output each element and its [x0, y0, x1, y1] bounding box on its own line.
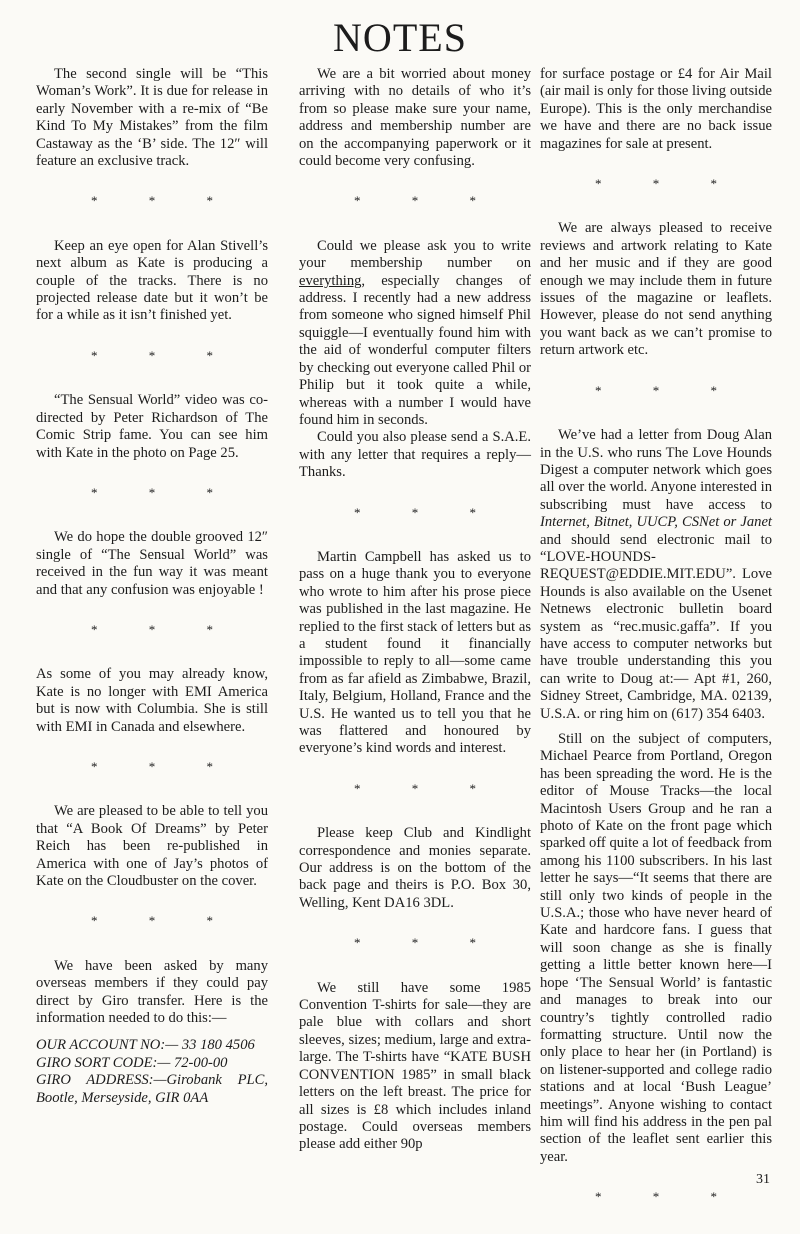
note-tshirts: We still have some 1985 Convention T-shirts for sale—they are pale blue with collars and short sleeves, sizes; medium, large and extra-large. The T-shirts have “KATE BUSH CONVENTION 1985” in small black letters on the left breast. The price for all sizes is £8 which includes inland postage. Could overseas members please add either 90p [299, 979, 531, 1153]
section-separator: * * * [91, 913, 237, 929]
giro-address: GIRO ADDRESS:—Girobank PLC, Bootle, Merseyside, GIR 0AA [36, 1072, 268, 1106]
section-separator: * * * [91, 484, 237, 500]
page-title: NOTES [333, 15, 467, 60]
section-separator: * * * [595, 1189, 741, 1205]
note-book-of-dreams: We are pleased to be able to tell you that “A Book Of Dreams” by Peter Reich has been re-published in America with one of Jay’s photos of Kate on the Cloudbuster on the cover. [36, 803, 268, 889]
note-love-hounds: We’ve had a letter from Doug Alan in the U.S. who runs The Love Hounds Digest a computer network which goes all over the world. Anyone interested in subscribing must have access to Internet, Bitnet, UUCP, CSNet or Janet and should send electronic mail to “LOVE-HOUNDS-REQUEST@EDDIE.MIT.EDU”. Love Hounds is also available on the Usenet Netnews electronic bulletin board system as “rec.music.gaffa”. If you have access to computer networks but have trouble understanding this you can write to Doug at:— Apt #1, 260, Sidney Street, Cambridge, MA. 02139, U.S.A. or ring him on (617) 354 6403. [540, 427, 772, 722]
section-separator: * * * [354, 935, 500, 951]
network-names: Internet, Bitnet, UUCP, CSNet or Janet [540, 514, 772, 531]
section-separator: * * * [91, 621, 237, 637]
note-video: “The Sensual World” video was co-directed by Peter Richardson of The Comic Strip fame. You can see him with Kate in the photo on Page 25. [36, 392, 268, 461]
note-tshirts-continued: for surface postage or £4 for Air Mail (air mail is only for those living outside Europe). This is the only merchandise we have and there are no back issue magazines for sale at present. [540, 66, 772, 152]
note-sae: Could you also please send a S.A.E. with any letter that requires a reply—Thanks. [299, 429, 531, 481]
page-number: 31 [756, 1172, 770, 1187]
note-kindlight: Please keep Club and Kindlight correspondence and monies separate. Our address is on the bottom of the back page and theirs is P.O. Box 30, Welling, Kent DA16 3DL. [299, 825, 531, 911]
giro-account-number: OUR ACCOUNT NO:— 33 180 4506 [36, 1037, 255, 1054]
note-michael-pearce: Still on the subject of computers, Michael Pearce from Portland, Oregon has been spreading the word. He is the editor of Mouse Tracks—the local Macintosh Users Group and he ran a photo of Kate on the front page which sparked off quite a lot of feedback from among his 1100 subscribers. In his last letter he says—“It seems that there are still only two kinds of people in the U.S.A.; those who have never heard of Kate and hardcore fans. I guess that will soon change as she is finally getting a little better known here—I hope ‘The Sensual World’ is fantastic and manages to break into our country’s tightly controlled radio formatting structure. Until now the only place to hear her (in Portland) is on listener-supported and college radio stations and at local ‘Bush League’ meetings”. Anyone wishing to contact him will find his address in the pen pal section of the leaflet sent earlier this year. [540, 731, 772, 1165]
column-1 [36, 66, 268, 1107]
note-giro: We have been asked by many overseas members if they could pay direct by Giro transfer. Here is the information needed to do this:— [36, 957, 268, 1027]
note-alan-stivell: Keep an eye open for Alan Stivell’s next album as Kate is producing a couple of the tracks. There is no projected release date but it won’t be for a while as it isn’t finished yet. [36, 237, 268, 324]
note-martin-campbell: Martin Campbell has asked us to pass on a huge thank you to everyone who wrote to him after his prose piece was published in the last magazine. He replied to the first stack of letters but as a student found it financially impossible to reply to all—some came from as far afield as Zimbabwe, Brazil, Italy, Belgium, Holland, France and the U.S. He wanted us to tell you that he was flattered and honoured by everyone’s kind words and interest. [299, 548, 531, 757]
section-separator: * * * [91, 193, 237, 209]
section-separator: * * * [595, 176, 741, 192]
section-separator: * * * [595, 382, 741, 398]
note-single-release: The second single will be “This Woman’s Work”. It is due for release in early November with a re-mix of “Be Kind To My Mistakes” from the film Castaway as the ‘B’ side. The 12″ will feature an exclusive track. [36, 66, 268, 170]
note-money-details: We are a bit worried about money arriving with no details of who it’s from so please make sure your name, address and membership number are on the accompanying paperwork or it could become very confusing. [299, 66, 531, 170]
note-columbia: As some of you may already know, Kate is no longer with EMI America but is now with Columbia. She is still with EMI in Canada and elsewhere. [36, 666, 268, 735]
note-membership-number: Could we please ask you to write your membership number on everything, especially changes of address. I recently had a new address from someone who signed himself Phil squiggle—I eventually found him with the aid of wonderful computer filters by checking out everyone called Phil or Philip but it took quite a while, whereas with a number I would have found him in seconds. [299, 237, 531, 428]
section-separator: * * * [91, 347, 237, 363]
column-3 [540, 66, 772, 1234]
section-separator: * * * [354, 193, 500, 209]
section-separator: * * * [91, 758, 237, 774]
section-separator: * * * [354, 780, 500, 796]
column-2 [299, 66, 531, 1154]
note-reviews-artwork: We are always pleased to receive reviews and artwork relating to Kate and her music and if they are good enough we may include them in future issues of the magazine or leaflets. However, please do not send anything you want back as we can’t promise to return artwork etc. [540, 220, 772, 359]
giro-sort-code: GIRO SORT CODE:— 72-00-00 [36, 1054, 228, 1071]
emphasis-underlined: everything [299, 272, 362, 289]
note-double-grooved: We do hope the double grooved 12″ single of “The Sensual World” was received in the fun way it was meant and that any confusion was enjoyable ! [36, 529, 268, 598]
section-separator: * * * [354, 504, 500, 520]
